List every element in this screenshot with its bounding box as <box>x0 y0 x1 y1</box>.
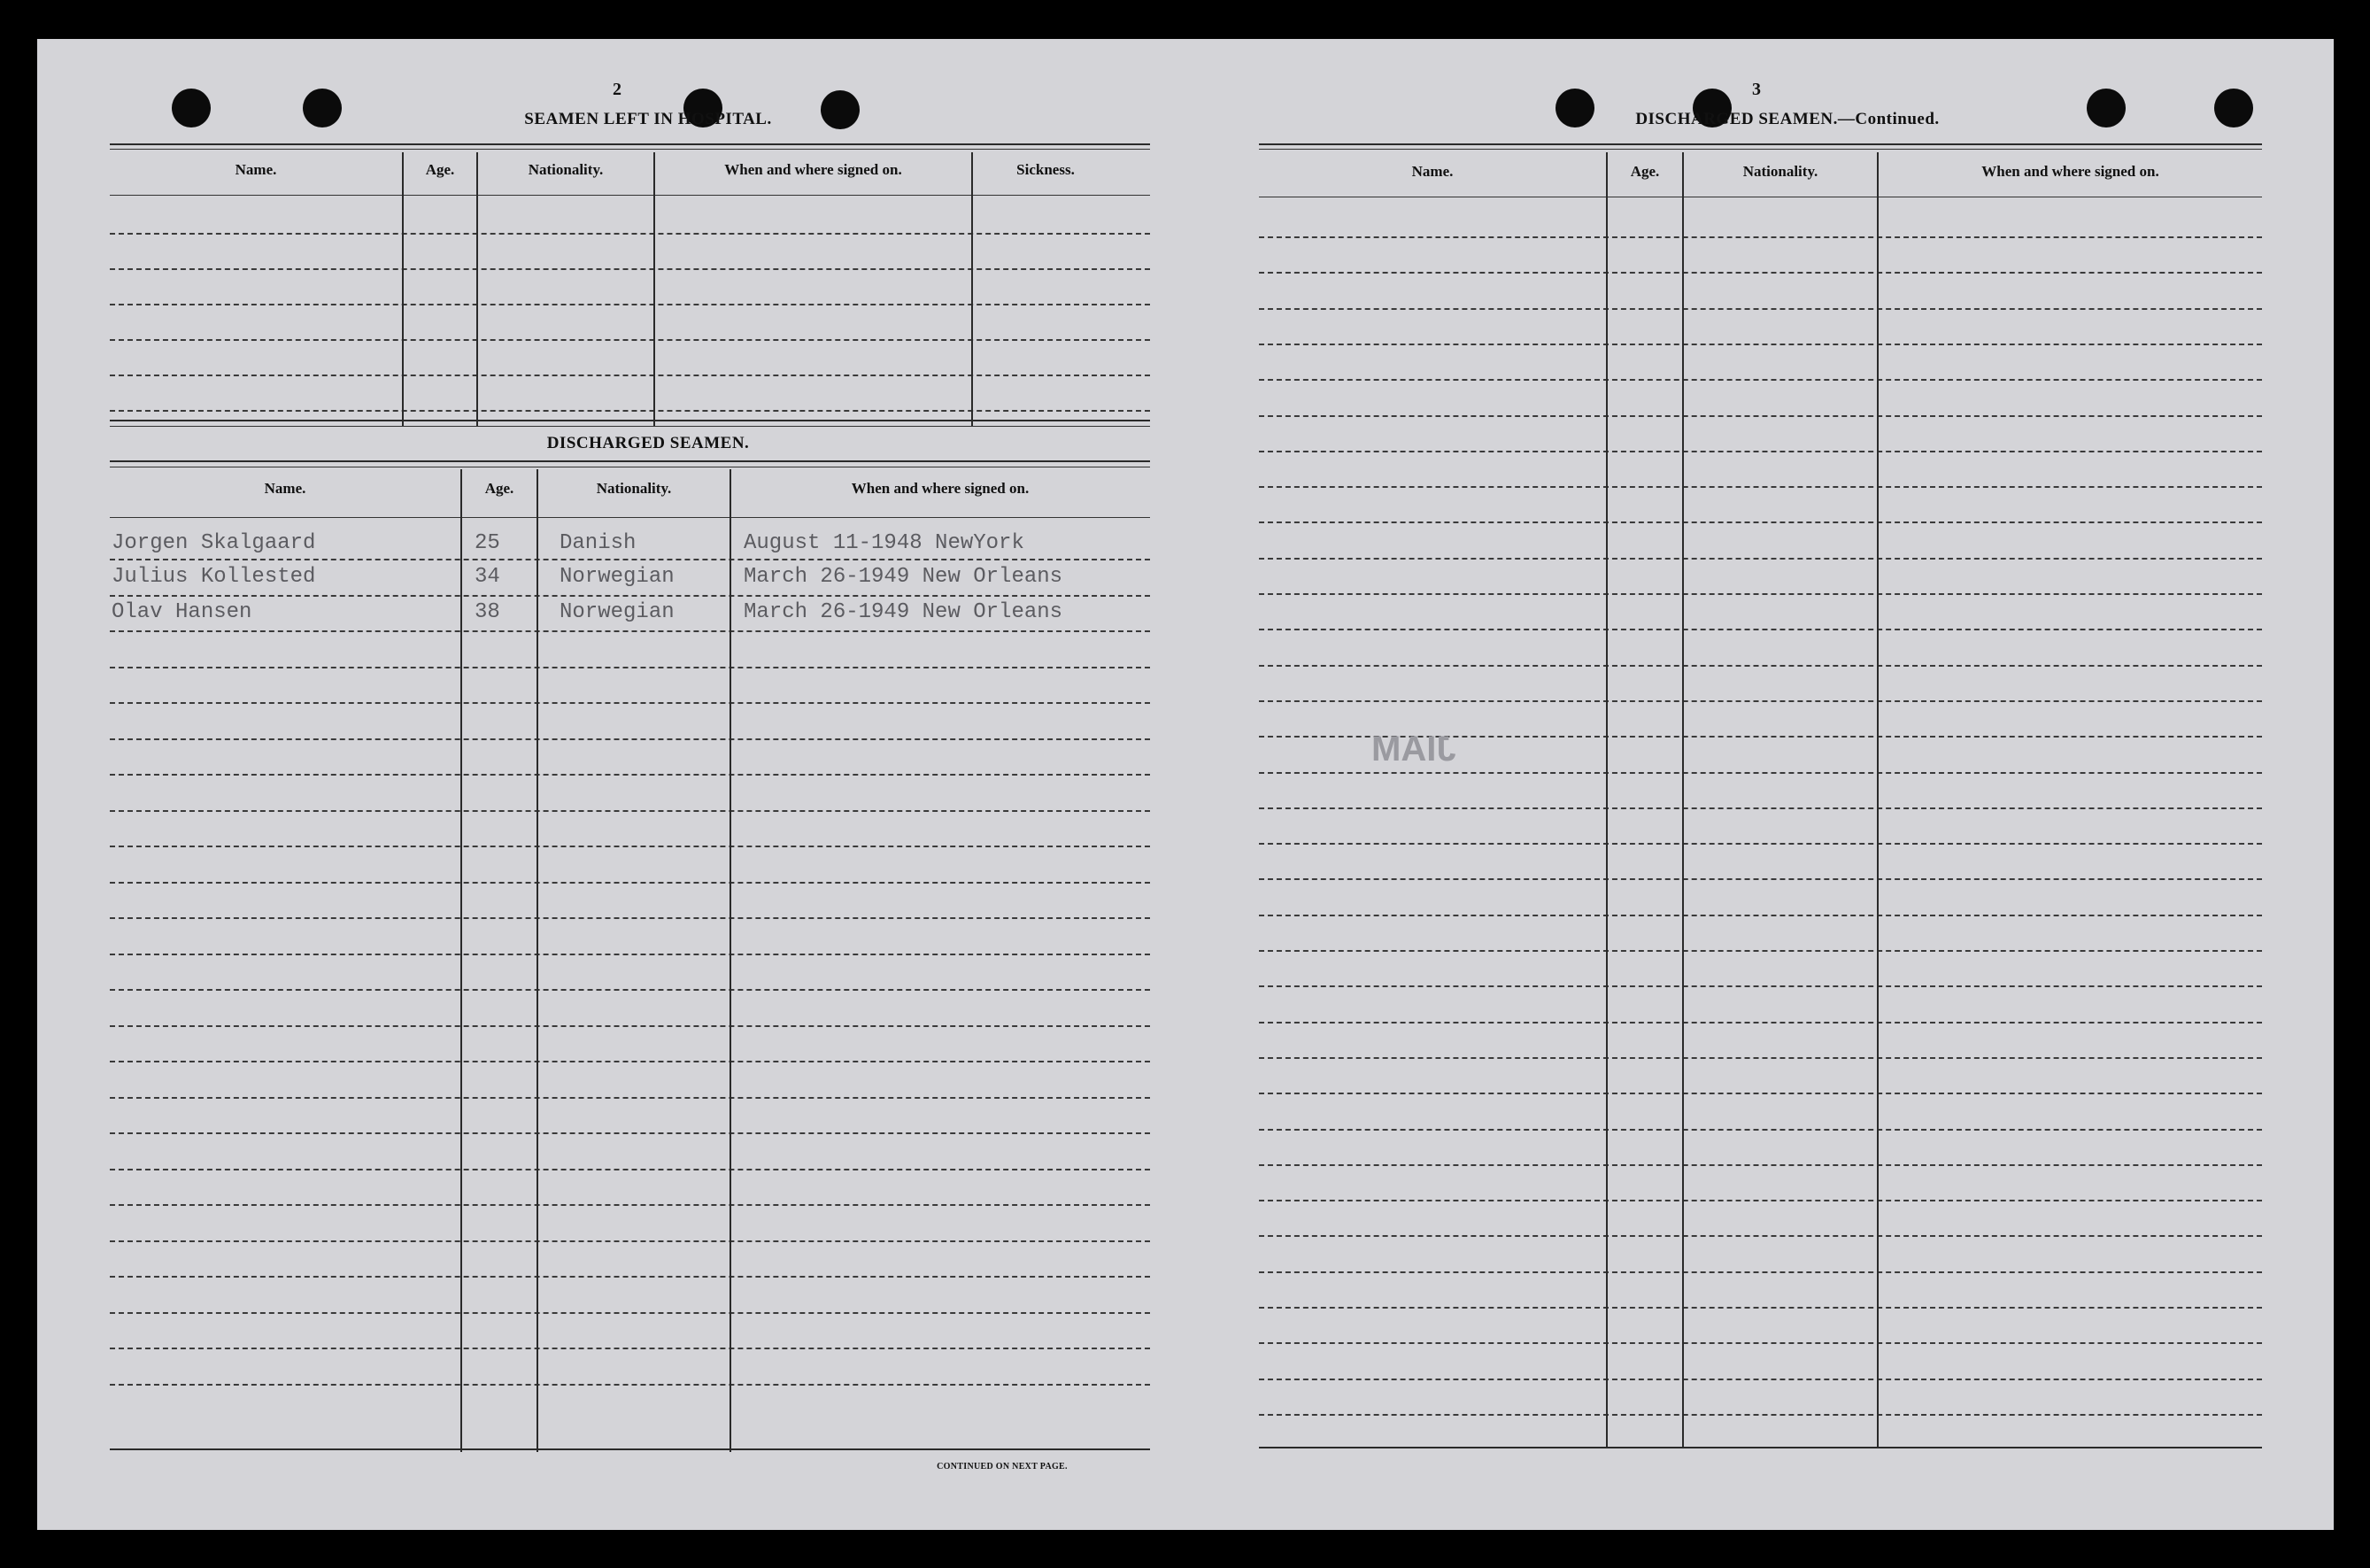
ruled-line <box>1259 665 2262 667</box>
entry-2-age: 34 <box>475 565 500 589</box>
hospital-table-bottom-rule <box>110 420 1150 421</box>
ruled-line <box>1259 593 2262 595</box>
ruled-line <box>1259 878 2262 880</box>
ruled-line <box>110 954 1150 955</box>
hospital-column-divider <box>402 152 404 427</box>
hospital-header-age: Age. <box>425 161 455 178</box>
discharged-column-divider <box>537 469 538 1452</box>
ruled-line <box>1259 807 2262 809</box>
right-table-top-rule <box>1259 143 2262 145</box>
ruled-line <box>110 774 1150 776</box>
ruled-line <box>110 667 1150 668</box>
ruled-line <box>1259 1342 2262 1344</box>
ruled-line <box>110 1312 1150 1314</box>
ruled-line <box>1259 1129 2262 1131</box>
hospital-column-divider <box>476 152 478 427</box>
document-sheet <box>37 39 2334 1530</box>
ruled-line <box>110 268 1150 270</box>
ruled-line <box>110 846 1150 847</box>
ruled-line <box>110 339 1150 341</box>
discharged-continued-title: DISCHARGED SEAMEN.—Continued. <box>1635 110 1940 128</box>
ruled-line <box>110 595 1150 597</box>
ruled-line <box>110 1097 1150 1099</box>
ruled-line <box>110 410 1150 412</box>
ruled-line <box>110 1061 1150 1062</box>
right-header-signed-on: When and where signed on. <box>1981 163 2159 180</box>
page-number: 2 <box>613 80 621 99</box>
ruled-line <box>1259 272 2262 274</box>
ruled-line <box>1259 1200 2262 1201</box>
discharged-header-nationality: Nationality. <box>596 480 672 497</box>
ruled-line <box>110 702 1150 704</box>
discharged-header-age: Age. <box>484 480 514 497</box>
ruled-line <box>1259 629 2262 630</box>
discharged-header-signed-on: When and where signed on. <box>851 480 1030 497</box>
ruled-line <box>110 1204 1150 1206</box>
ruled-line <box>110 1240 1150 1242</box>
ruled-line <box>1259 950 2262 952</box>
ruled-line <box>110 375 1150 376</box>
ruled-line <box>1259 1307 2262 1309</box>
ruled-line <box>1259 1164 2262 1166</box>
discharged-column-divider <box>460 469 462 1452</box>
right-column-divider <box>1682 152 1684 1448</box>
ruled-line <box>110 304 1150 305</box>
hospital-header-nationality: Nationality. <box>528 161 604 178</box>
entry-1-age: 25 <box>475 531 500 555</box>
ruled-line <box>110 1348 1150 1349</box>
entry-2-name: Julius Kollested <box>112 565 316 589</box>
ruled-line <box>1259 308 2262 310</box>
discharged-column-divider <box>730 469 731 1452</box>
ruled-line <box>1259 1022 2262 1023</box>
ruled-line <box>110 1169 1150 1170</box>
ruled-line <box>110 810 1150 812</box>
hospital-header-signed-on: When and where signed on. <box>724 161 902 178</box>
discharged-header-name: Name. <box>264 480 306 497</box>
right-column-divider <box>1877 152 1879 1448</box>
ruled-line <box>1259 772 2262 774</box>
entry-3-nationality: Norwegian <box>560 600 675 624</box>
ruled-line <box>1259 985 2262 987</box>
ruled-line <box>1259 843 2262 845</box>
ruled-line <box>110 233 1150 235</box>
ruled-line <box>1259 558 2262 560</box>
ruled-line <box>1259 1271 2262 1273</box>
hospital-column-divider <box>653 152 655 427</box>
entry-1-name: Jorgen Skalgaard <box>112 531 316 555</box>
discharged-section-title: DISCHARGED SEAMEN. <box>546 434 750 452</box>
punch-hole <box>2087 89 2126 127</box>
hospital-header-rule <box>110 195 1150 196</box>
discharged-table-top-rule <box>110 460 1150 462</box>
ruled-line <box>110 559 1150 560</box>
ruled-line <box>1259 1414 2262 1416</box>
ruled-line <box>110 1025 1150 1027</box>
ruled-line <box>1259 379 2262 381</box>
right-table-top-rule-2 <box>1259 149 2262 150</box>
ruled-line <box>1259 521 2262 523</box>
continued-note: CONTINUED ON NEXT PAGE. <box>937 1462 1068 1471</box>
faint-stamp: JIAM <box>1371 730 1456 769</box>
entry-1-signed-on: August 11-1948 NewYork <box>744 531 1024 555</box>
hospital-section-title: SEAMEN LEFT IN HOSPITAL. <box>524 110 772 128</box>
ruled-line <box>1259 415 2262 417</box>
entry-3-age: 38 <box>475 600 500 624</box>
ruled-line <box>1259 700 2262 702</box>
discharged-table-bottom-rule <box>110 1448 1150 1450</box>
right-column-divider <box>1606 152 1608 1448</box>
ruled-line <box>110 738 1150 740</box>
ruled-line <box>110 630 1150 632</box>
entry-3-signed-on: March 26-1949 New Orleans <box>744 600 1063 624</box>
ruled-line <box>1259 486 2262 488</box>
right-header-age: Age. <box>1630 163 1660 180</box>
punch-hole <box>2214 89 2253 127</box>
left-page <box>37 39 1185 1530</box>
ruled-line <box>110 1384 1150 1386</box>
ruled-line <box>1259 1235 2262 1237</box>
hospital-table-top-rule-2 <box>110 149 1150 150</box>
ruled-line <box>1259 344 2262 345</box>
discharged-header-rule <box>110 517 1150 518</box>
hospital-column-divider <box>971 152 973 427</box>
ruled-line <box>1259 236 2262 238</box>
ruled-line <box>110 1276 1150 1278</box>
entry-1-nationality: Danish <box>560 531 637 555</box>
right-header-name: Name. <box>1411 163 1454 180</box>
right-table-bottom-rule <box>1259 1447 2262 1448</box>
hospital-table-bottom-rule-2 <box>110 426 1150 427</box>
hospital-header-sickness: Sickness. <box>1016 161 1075 178</box>
entry-2-signed-on: March 26-1949 New Orleans <box>744 565 1063 589</box>
hospital-header-name: Name. <box>235 161 277 178</box>
entry-2-nationality: Norwegian <box>560 565 675 589</box>
right-page <box>1185 39 2334 1530</box>
hospital-table-top-rule <box>110 143 1150 145</box>
entry-3-name: Olav Hansen <box>112 600 252 624</box>
right-header-nationality: Nationality. <box>1742 163 1818 180</box>
ruled-line <box>110 882 1150 884</box>
ruled-line <box>1259 1093 2262 1094</box>
ruled-line <box>1259 1379 2262 1380</box>
ruled-line <box>110 989 1150 991</box>
ruled-line <box>1259 451 2262 452</box>
punch-hole <box>172 89 211 127</box>
punch-hole <box>303 89 342 127</box>
ruled-line <box>110 917 1150 919</box>
ruled-line <box>1259 1057 2262 1059</box>
ruled-line <box>110 1132 1150 1134</box>
page-number: 3 <box>1752 80 1761 99</box>
ruled-line <box>1259 915 2262 916</box>
